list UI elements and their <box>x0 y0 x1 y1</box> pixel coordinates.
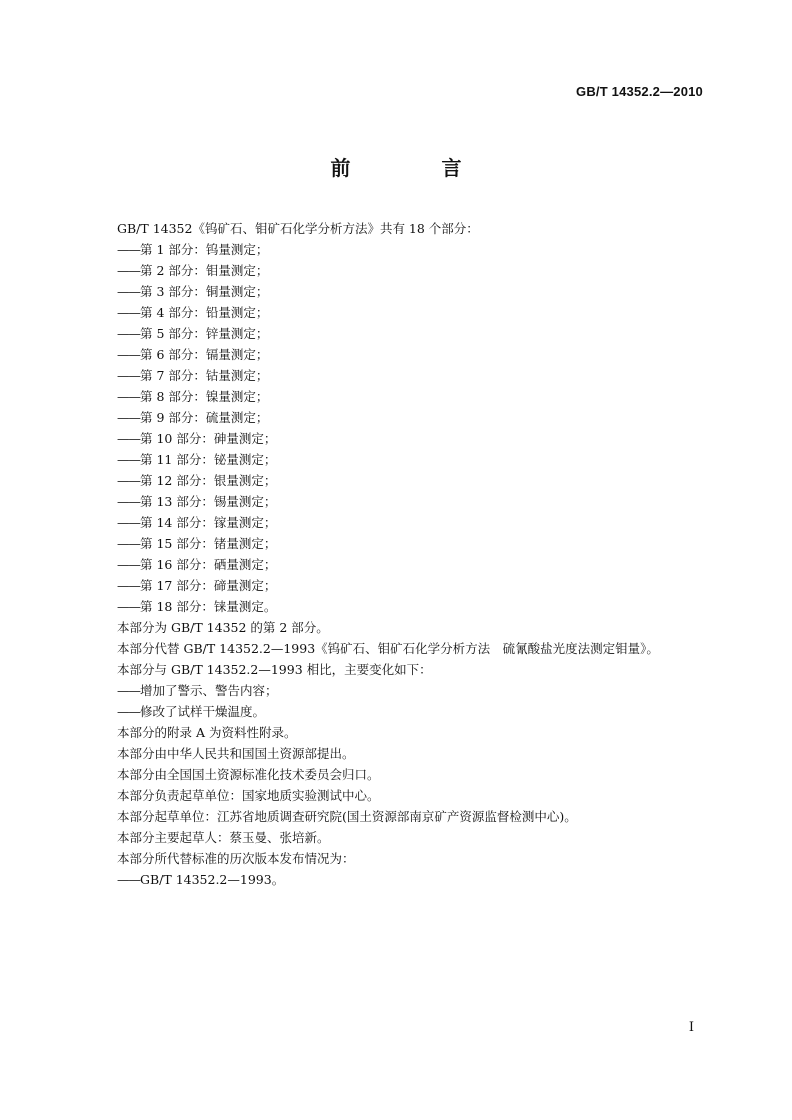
list-item: —— GB/T 14352.2—1993。 <box>117 869 717 890</box>
parts-list <box>117 239 717 617</box>
list-item: —— 第 11 部分：铋量测定； <box>117 449 717 470</box>
drafters-statement: 本部分主要起草人：蔡玉曼、张培新。 <box>117 830 330 845</box>
list-item: —— 第 13 部分：锡量测定； <box>117 491 717 512</box>
list-item: —— 第 6 部分：镉量测定； <box>117 344 717 365</box>
page-title: 前 言 <box>330 156 504 180</box>
standard-code-header: GB/T 14352.2—2010 <box>576 84 703 99</box>
list-item: —— 第 9 部分：硫量测定； <box>117 407 717 428</box>
list-item: —— 第 15 部分：锗量测定； <box>117 533 717 554</box>
list-item: —— 第 8 部分：镍量测定； <box>117 386 717 407</box>
changes-intro: 本部分与 GB/T 14352.2—1993 相比，主要变化如下： <box>117 662 432 677</box>
list-item: —— 第 17 部分：碲量测定； <box>117 575 717 596</box>
list-item: —— 第 3 部分：铜量测定； <box>117 281 717 302</box>
part-of-statement: 本部分为 GB/T 14352 的第 2 部分。 <box>117 620 329 635</box>
responsible-unit-statement: 本部分负责起草单位：国家地质实验测试中心。 <box>117 788 380 803</box>
list-item: —— 修改了试样干燥温度。 <box>117 701 717 722</box>
list-item: —— 第 1 部分：钨量测定； <box>117 239 717 260</box>
intro-line: GB/T 14352《钨矿石、钼矿石化学分析方法》共有 18 个部分： <box>117 221 479 236</box>
list-item: —— 第 18 部分：铼量测定。 <box>117 596 717 617</box>
list-item: —— 第 2 部分：钼量测定； <box>117 260 717 281</box>
drafting-unit-statement: 本部分起草单位：江苏省地质调查研究院(国土资源部南京矿产资源监督检测中心)。 <box>117 809 577 824</box>
proposed-by-statement: 本部分由中华人民共和国国土资源部提出。 <box>117 746 355 761</box>
centralized-by-statement: 本部分由全国国土资源标准化技术委员会归口。 <box>117 767 380 782</box>
list-item: —— 第 10 部分：砷量测定； <box>117 428 717 449</box>
list-item: —— 增加了警示、警告内容； <box>117 680 717 701</box>
list-item: —— 第 12 部分：银量测定； <box>117 470 717 491</box>
list-item: —— 第 14 部分：镓量测定； <box>117 512 717 533</box>
list-item: —— 第 4 部分：铅量测定； <box>117 302 717 323</box>
list-item: —— 第 16 部分：硒量测定； <box>117 554 717 575</box>
foreword-body <box>117 218 717 890</box>
annex-statement: 本部分的附录 A 为资料性附录。 <box>117 725 297 740</box>
list-item: —— 第 7 部分：钴量测定； <box>117 365 717 386</box>
page-number: I <box>688 1020 694 1035</box>
replaces-statement: 本部分代替 GB/T 14352.2—1993《钨矿石、钼矿石化学分析方法 硫氰酸盐光度法测定钼量》。 <box>117 641 659 656</box>
history-intro: 本部分所代替标准的历次版本发布情况为： <box>117 851 355 866</box>
list-item: —— 第 5 部分：锌量测定； <box>117 323 717 344</box>
